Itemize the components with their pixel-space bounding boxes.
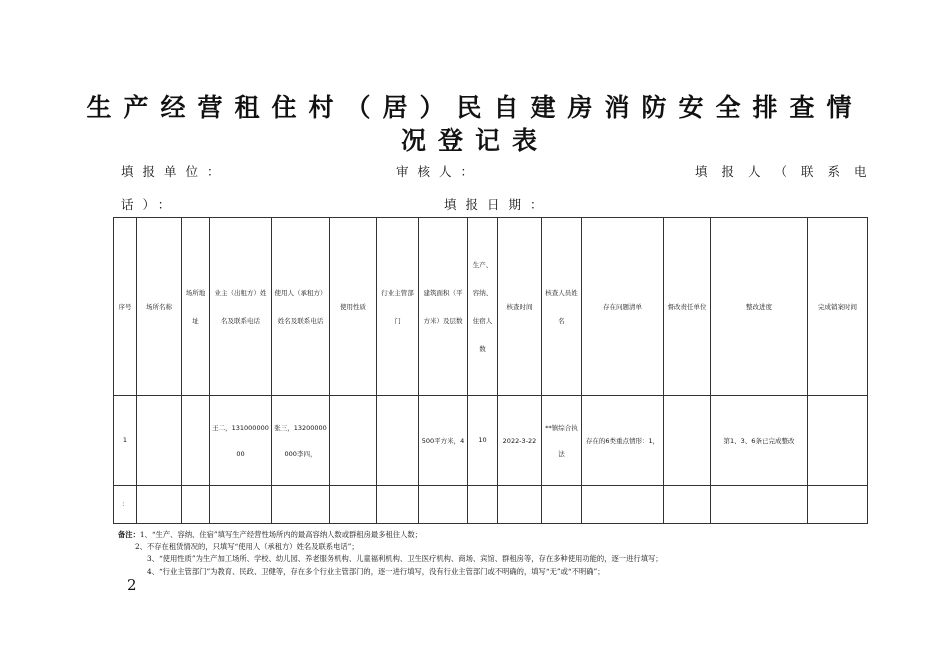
table-cell (377, 486, 419, 524)
table-cell (137, 396, 182, 486)
header-cell: 序号 (114, 218, 137, 396)
note-item: 1、“生产、容纳、住宿”填写生产经营性场所内的最高容纳人数或群租房最多租住人数； (139, 530, 422, 539)
filler-label-continued: 话）： (121, 197, 180, 212)
header-cell: 生产、容纳、住宿人数 (468, 218, 498, 396)
header-cell: 核查时间 (498, 218, 542, 396)
table-cell (711, 486, 808, 524)
table-cell (137, 486, 182, 524)
header-cell: 业主（出租方）姓名及联系电话 (210, 218, 272, 396)
table-cell (468, 486, 498, 524)
table-cell (272, 486, 330, 524)
table-cell (498, 486, 542, 524)
table-cell (182, 486, 210, 524)
header-cell: 存在问题清单 (582, 218, 664, 396)
header-cell: 督改责任单位 (664, 218, 711, 396)
table-cell (330, 486, 377, 524)
reviewer-label: 审核人： (396, 164, 483, 179)
header-cell: 整改进度 (711, 218, 808, 396)
inspection-table (113, 217, 868, 524)
notes-label: 备注： (118, 530, 140, 539)
table-cell: 2022-3-22 (498, 396, 542, 486)
table-cell (542, 486, 582, 524)
header-cell: 使用性质 (330, 218, 377, 396)
table-cell: **镇综合执法 (542, 396, 582, 486)
table-cell: 500平方米，4 (419, 396, 468, 486)
note-item: 4、“行业主管部门”为教育、民政、卫健等，存在多个行业主管部门的，逐一进行填写，没有行业主管部门或不明确的，填写“无”或“不明确”； (147, 566, 605, 576)
header-cell: 使用人（承租方）姓名及联系电话 (272, 218, 330, 396)
table-cell: 1 (114, 396, 137, 486)
fill-date-label: 填报日期： (444, 197, 552, 212)
header-cell: 核查人员姓名 (542, 218, 582, 396)
table-cell (210, 486, 272, 524)
table-cell: 第1、3、6条已完成整改 (711, 396, 808, 486)
header-cell: 场所地址 (182, 218, 210, 396)
header-cell: 行业主管部门 (377, 218, 419, 396)
table-cell: 存在的6类重点情形：1， (582, 396, 664, 486)
table-cell (377, 396, 419, 486)
header-cell: 场所名称 (137, 218, 182, 396)
document-title-line1: 生产经营租住村（居）民自建房消防安全排查情 (86, 93, 864, 122)
table-cell: ： (114, 486, 137, 524)
table-cell: 王二，13100000000 (210, 396, 272, 486)
filling-unit-label: 填报单位： (121, 164, 229, 179)
table-row (114, 486, 868, 524)
table-row (114, 396, 868, 486)
table-cell: 张三，13200000000李四， (272, 396, 330, 486)
notes-section (118, 529, 663, 578)
table-cell (419, 486, 468, 524)
header-cell: 完成销案时间 (808, 218, 868, 396)
table-header-row (114, 218, 868, 396)
note-item: 2、不存在租赁情况的，只填写“使用人（承租方）姓名及联系电话”； (135, 542, 359, 552)
table-cell (664, 396, 711, 486)
page-number: 2 (127, 576, 137, 594)
table-cell: 10 (468, 396, 498, 486)
table-cell (182, 396, 210, 486)
table-cell (582, 486, 664, 524)
table-cell (330, 396, 377, 486)
table-cell (664, 486, 711, 524)
note-item: 3、“使用性质”为生产加工场所、学校、幼儿园、养老服务机构、儿童福利机构、卫生医疗机构、商场、宾馆、群租房等，存在多种使用功能的，逐一进行填写； (147, 554, 663, 564)
table-cell (808, 486, 868, 524)
table-cell (808, 396, 868, 486)
filler-label: 填报人（联系电 (695, 164, 881, 179)
document-title-line2: 况登记表 (400, 126, 549, 155)
header-cell: 建筑面积（平方米）及层数 (419, 218, 468, 396)
